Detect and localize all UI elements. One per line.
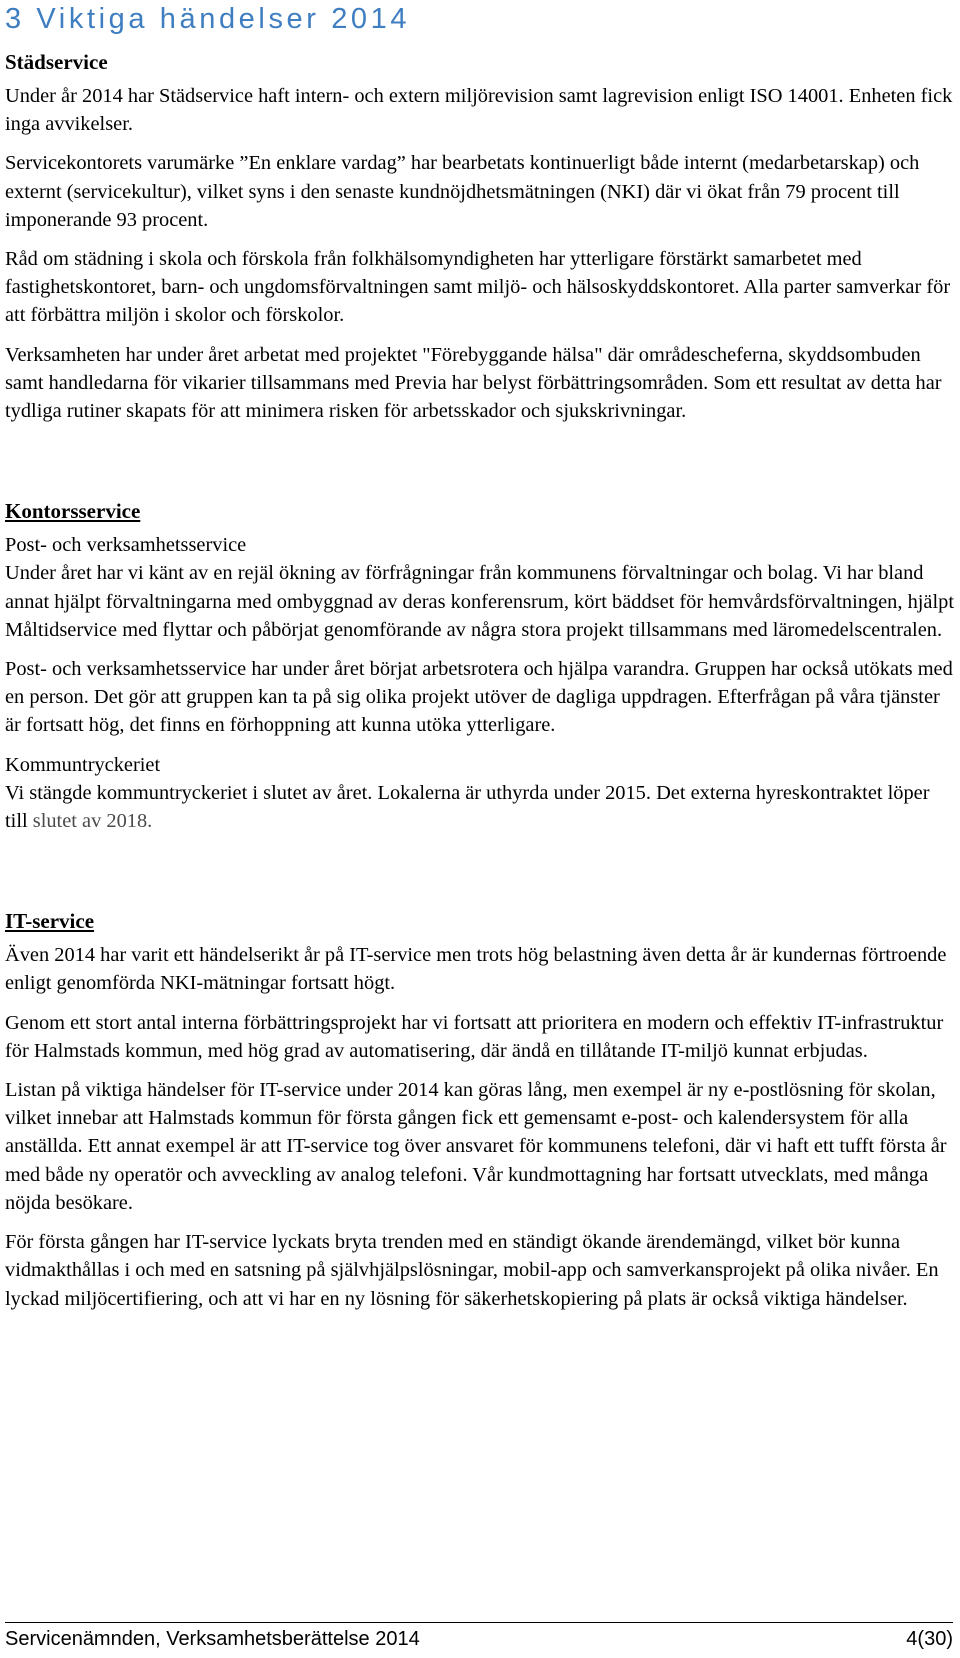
paragraph: För första gången har IT-service lyckats bryta trenden med en ständigt ökande ärendemängd, vilket bör kunna vidmakthållas i och med en satsning på självhjälpslösningar, mobil-app och samverkansprojekt på olika nivåer. En lyckad miljöcertifiering, och att vi har en ny lösning för säkerhetskopiering på plats är också viktiga händelser. <box>5 1231 939 1310</box>
paragraph: Även 2014 har varit ett händelserikt år på IT-service men trots hög belastning även detta år är kundernas förtroende enligt genomförda NKI-mätningar fortsatt högt. <box>5 944 947 995</box>
section-spacer <box>5 436 955 491</box>
section-title-stadservice: Städservice <box>5 50 108 74</box>
paragraph-text: Vi stängde kommuntryckeriet i slutet av året. Lokalerna är uthyrda under 2015. Det externa hyreskontraktet löper till <box>5 781 930 833</box>
section-spacer <box>5 846 955 901</box>
document-page <box>5 0 955 1324</box>
section-itservice <box>5 907 955 1312</box>
paragraph: Under år 2014 har Städservice haft intern- och extern miljörevision samt lagrevision enligt ISO 14001. Enheten fick inga avvikelser. <box>5 85 953 136</box>
section-title-itservice: IT-service <box>5 909 95 934</box>
chapter-title: 3 Viktiga händelser 2014 <box>5 3 411 35</box>
paragraph: Post- och verksamhetsservice har under året börjat arbetsrotera och hjälpa varandra. Gruppen har också utökats med en person. Det gör att gruppen kan ta på sig olika projekt utöver de dagliga uppdragen. Efterfrågan på våra tjänster är fortsatt hög, det finns en förhoppning att kunna utöka ytterligare. <box>5 658 953 737</box>
subheading: Post- och verksamhetsservice <box>5 534 247 557</box>
section-stadservice <box>5 48 955 425</box>
paragraph <box>5 779 955 835</box>
paragraph-tail: slutet av 2018. <box>32 810 153 833</box>
footer-page-number: 4(30) <box>906 1628 953 1650</box>
subheading: Kommuntryckeriet <box>5 753 161 776</box>
footer-document-title: Servicenämnden, Verksamhetsberättelse 2014 <box>5 1628 420 1650</box>
section-title-kontorsservice: Kontorsservice <box>5 499 141 524</box>
paragraph: Genom ett stort antal interna förbättringsprojekt har vi fortsatt att prioritera en modern och effektiv IT-infrastruktur för Halmstads kommun, med hög grad av automatisering, där ändå en tillåtande IT-miljö kunnat erbjudas. <box>5 1011 944 1062</box>
page-footer <box>5 1622 953 1651</box>
section-kontorsservice <box>5 497 955 835</box>
paragraph: Listan på viktiga händelser för IT-service under 2014 kan göras lång, men exempel är ny e-postlösning för skolan, vilket innebar att Halmstads kommun för första gången fick ett gemensamt e-post- och kalendersystem för alla anställda. Ett annat exempel är att IT-service tog över ansvaret för kommunens telefoni, där vi haft ett tufft första år med både ny operatör och avveckling av analog telefoni. Vår kundmottagning har fortsatt utvecklats, med många nöjda besökare. <box>5 1079 947 1214</box>
paragraph: Råd om städning i skola och förskola från folkhälsomyndigheten har ytterligare förstärkt samarbetet med fastighetskontoret, barn- och ungdomsförvaltningen samt miljö- och hälsoskyddskontoret. Alla parter samverkar för att förbättra miljön i skolor och förskolor. <box>5 248 951 327</box>
paragraph: Under året har vi känt av en rejäl ökning av förfrågningar från kommunens förvaltningar och bolag. Vi har bland annat hjälpt förvaltningarna med ombyggnad av deras konferensrum, kört bäddset för hemvårdsförvaltningen, hjälpt Måltidservice med flyttar och påbörjat genomförande av några stora projekt tillsammans med läromedelscentralen. <box>5 562 955 641</box>
paragraph: Verksamheten har under året arbetat med projektet "Förebyggande hälsa" där områdescheferna, skyddsombuden samt handledarna för vikarier tillsammans med Previa har belyst förbättringsområden. Som ett resultat av detta har tydliga rutiner skapats för att minimera risken för arbetsskador och sjukskrivningar. <box>5 343 942 423</box>
paragraph: Servicekontorets varumärke ”En enklare vardag” har bearbetats kontinuerligt både internt (medarbetarskap) och externt (servicekultur), vilket syns i den senaste kundnöjdhetsmätningen (NKI) där vi ökat från 79 procent till imponerande 93 procent. <box>5 152 920 231</box>
